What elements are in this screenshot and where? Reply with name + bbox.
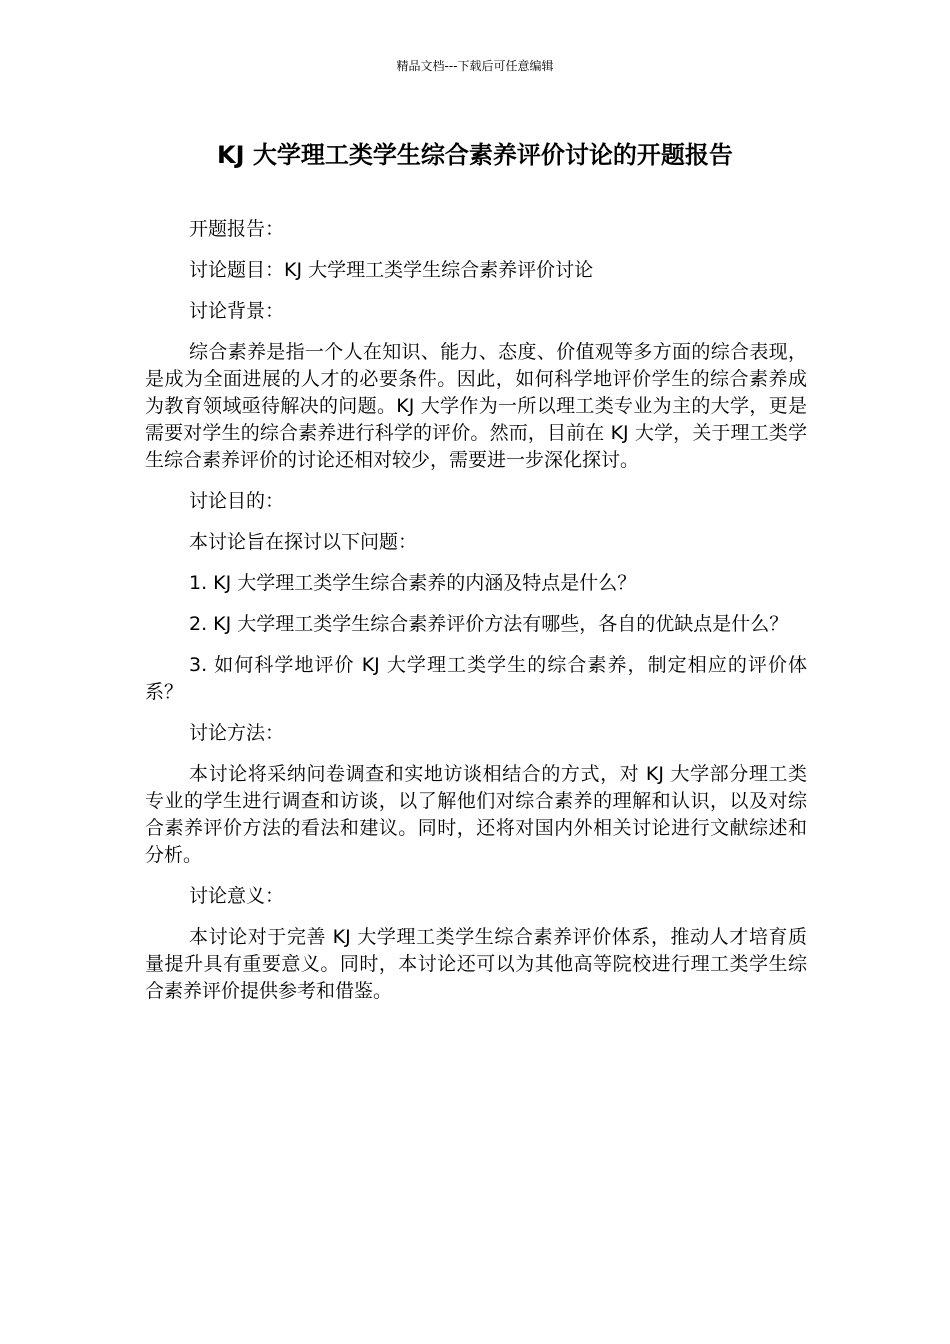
question-item-1: 1. KJ 大学理工类学生综合素养的内涵及特点是什么？ (189, 572, 637, 594)
section-label-background: 讨论背景： (189, 300, 285, 322)
topic-line: 讨论题目：KJ 大学理工类学生综合素养评价讨论 (189, 259, 594, 281)
question-item-2: 2. KJ 大学理工类学生综合素养评价方法有哪些，各自的优缺点是什么？ (189, 613, 789, 635)
section-label-opening-report: 开题报告： (189, 218, 285, 240)
page-header: 精品文档---下载后可任意编辑 (396, 59, 554, 73)
question-item-3: 3. 如何科学地评价 KJ 大学理工类学生的综合素养，制定相应的评价体系？ (145, 654, 807, 703)
significance-paragraph: 本讨论对于完善 KJ 大学理工类学生综合素养评价体系，推动人才培育质量提升具有重要意义。同时，本讨论还可以为其他高等院校进行理工类学生综合素养评价提供参考和借鉴。 (145, 926, 807, 1002)
document-body (145, 216, 807, 1019)
background-paragraph: 综合素养是指一个人在知识、能力、态度、价值观等多方面的综合表现，是成为全面进展的人才的必要条件。因此，如何科学地评价学生的综合素养成为教育领域亟待解决的问题。KJ 大学作为一所以理工类专业为主的大学，更是需要对学生的综合素养进行科学的评价。然而，目前在 KJ 大学，关于理工类学生综合素养评价的讨论还相对较少，需要进一步深化探讨。 (145, 341, 807, 471)
section-label-significance: 讨论意义： (189, 885, 285, 907)
section-label-method: 讨论方法： (189, 722, 285, 744)
purpose-intro: 本讨论旨在探讨以下问题： (189, 531, 418, 553)
document-title: KJ 大学理工类学生综合素养评价讨论的开题报告 (217, 141, 733, 169)
section-label-purpose: 讨论目的： (189, 490, 285, 512)
method-paragraph: 本讨论将采纳问卷调查和实地访谈相结合的方式，对 KJ 大学部分理工类专业的学生进行调查和访谈，以了解他们对综合素养的理解和认识，以及对综合素养评价方法的看法和建议。同时，还将对国内外相关讨论进行文献综述和分析。 (145, 763, 807, 866)
